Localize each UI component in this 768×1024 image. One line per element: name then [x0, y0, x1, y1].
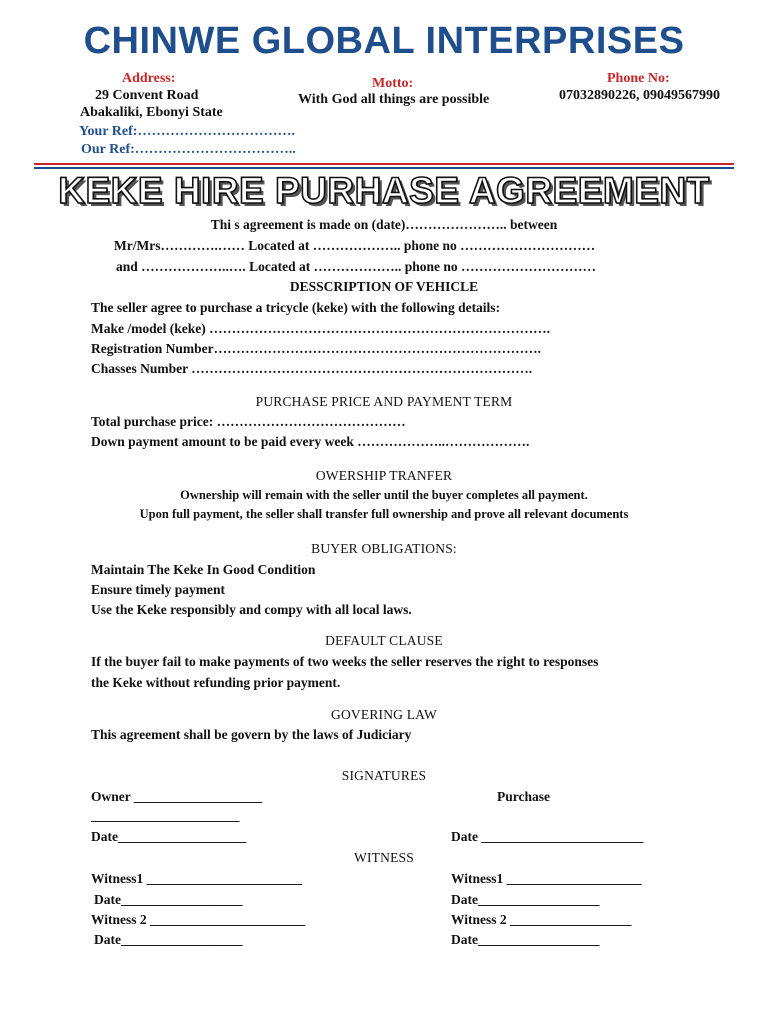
motto-text: With God all things are possible — [298, 92, 490, 107]
address-line2: Abakaliki, Ebonyi State — [80, 105, 223, 120]
owner-date-line: Date___________________ — [91, 829, 247, 844]
obligation-2: Ensure timely payment — [91, 582, 225, 597]
right-witness2-date: Date__________________ — [451, 932, 600, 947]
left-witness1-line: Witness1 _______________________ — [91, 871, 302, 886]
payment-heading: PURCHASE PRICE AND PAYMENT TERM — [255, 394, 513, 409]
witness-heading: WITNESS — [354, 850, 414, 865]
company-name: CHINWE GLOBAL INTERPRISES — [83, 20, 685, 62]
default-line1: If the buyer fail to make payments of two weeks the seller reserves the right to responses — [91, 654, 599, 669]
law-heading: GOVERING LAW — [331, 707, 437, 722]
address-line1: 29 Convent Road — [95, 88, 199, 103]
address-label: Address: — [122, 71, 176, 86]
agreement-title: KEKE HIRE PURHASE AGREEMENT — [58, 170, 710, 211]
motto-label: Motto: — [372, 76, 414, 91]
default-line2: the Keke without refunding prior payment. — [91, 675, 341, 690]
header-rule-blue — [34, 167, 734, 169]
vehicle-line1: The seller agree to purchase a tricycle (keke) with the following details: — [91, 300, 501, 315]
vehicle-line4: Chasses Number …………………………………………………………………. — [91, 361, 533, 376]
right-witness2-line: Witness 2 __________________ — [451, 912, 632, 927]
obligations-heading: BUYER OBLIGATIONS: — [311, 541, 457, 556]
left-witness2-date: Date__________________ — [94, 932, 243, 947]
ownership-line2: Upon full payment, the seller shall transfer full ownership and prove all relevant documents — [139, 507, 629, 521]
intro-line3: and ………………..…. Located at ……………….. phone no ………………………… — [116, 259, 597, 274]
obligation-3: Use the Keke responsibly and compy with all local laws. — [91, 602, 412, 617]
owner-signature-line: Owner ___________________ — [91, 789, 263, 804]
ownership-line1: Ownership will remain with the seller until the buyer completes all payment. — [180, 488, 588, 502]
purchase-label: Purchase — [497, 789, 550, 804]
vehicle-line3: Registration Number………………………………………………………………. — [91, 341, 541, 356]
payment-line1: Total purchase price: …………………………………… — [91, 414, 406, 429]
right-witness1-line: Witness1 ____________________ — [451, 871, 642, 886]
vehicle-heading: DESSCRIPTION OF VEHICLE — [289, 279, 479, 294]
phone-label: Phone No: — [607, 71, 670, 86]
obligation-1: Maintain The Keke In Good Condition — [91, 562, 316, 577]
purchase-date-line: Date ________________________ — [451, 829, 644, 844]
header-rule-red — [34, 163, 734, 165]
left-witness1-date: Date__________________ — [94, 892, 243, 907]
intro-line2: Mr/Mrs………….…… Located at ……………….. phone no ………………………… — [114, 238, 596, 253]
signatures-heading: SIGNATURES — [341, 768, 427, 783]
ownership-heading: OWERSHIP TRANFER — [315, 468, 453, 483]
law-line1: This agreement shall be govern by the laws of Judiciary — [91, 727, 412, 742]
your-ref: Your Ref:……………………………. — [79, 124, 295, 139]
right-witness1-date: Date__________________ — [451, 892, 600, 907]
left-witness2-line: Witness 2 _______________________ — [91, 912, 306, 927]
vehicle-line2: Make /model (keke) …………………………………………………………………. — [91, 321, 550, 336]
our-ref: Our Ref:…………………………….. — [81, 142, 296, 157]
default-heading: DEFAULT CLAUSE — [325, 633, 443, 648]
intro-line1: Thi s agreement is made on (date)………………….. between — [210, 217, 558, 232]
owner-extra-line: ______________________ — [91, 808, 240, 823]
payment-line2: Down payment amount to be paid every week ………………..………………. — [91, 434, 530, 449]
phone-numbers: 07032890226, 09049567990 — [559, 88, 720, 103]
